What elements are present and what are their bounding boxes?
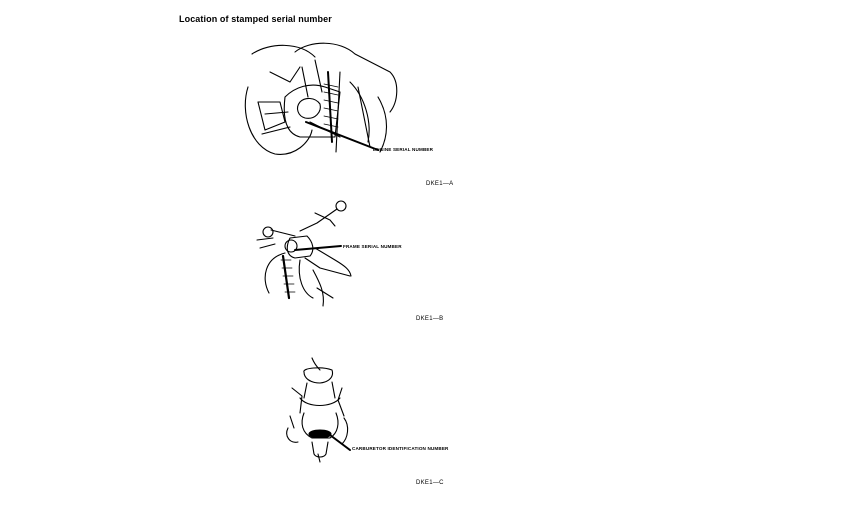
figure-id-label: DKE1—A [426,181,454,187]
frame-serial-number-callout: FRAME SERIAL NUMBER [343,244,402,249]
figure-id-label: DKE1—B [416,316,444,322]
engine-serial-number-callout: ENGINE SERIAL NUMBER [373,147,434,152]
page-title: Location of stamped serial number [179,14,332,24]
carburetor-illustration [282,358,357,468]
engine-illustration [240,42,400,157]
carburetor-identification-number-callout: CARBURETOR IDENTIFICATION NUMBER [352,446,449,451]
frame-illustration [255,198,355,308]
figure-id-label: DKE1—C [416,480,444,486]
